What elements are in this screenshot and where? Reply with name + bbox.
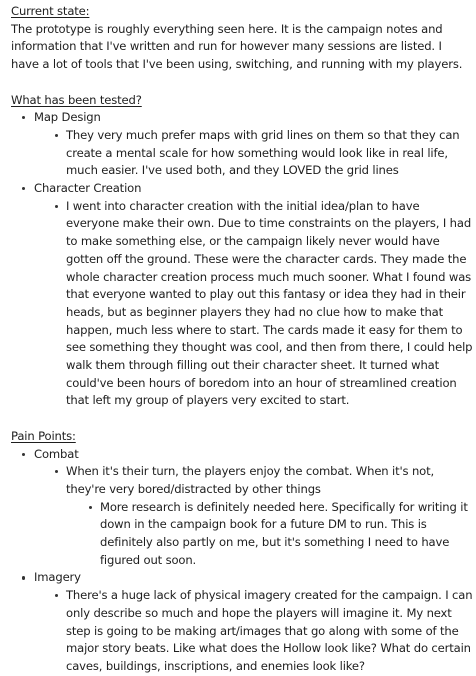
pain-points-heading: Pain Points: xyxy=(11,428,76,443)
section-spacer xyxy=(11,74,473,92)
section-spacer xyxy=(11,410,473,428)
combat-detail: When it's their turn, the players enjoy the combat. When it's not, they're very bored/distracted by other things xyxy=(66,464,435,496)
list-item-combat-sub-detail xyxy=(11,499,473,570)
pain-points-list xyxy=(11,446,473,676)
bullet-icon xyxy=(55,134,58,137)
bullet-icon xyxy=(55,205,58,208)
list-item-map-design xyxy=(11,109,473,127)
combat-label: Combat xyxy=(34,446,79,461)
current-state-paragraph: The prototype is roughly everything seen here. It is the campaign notes and information that I've written and run for however many sessions are listed. I have a lot of tools that I've been using, switching, and running with my players. xyxy=(11,21,463,72)
tested-list xyxy=(11,109,473,410)
list-item-map-design-detail xyxy=(11,127,473,180)
imagery-detail: There's a huge lack of physical imagery created for the campaign. I can only describe so much and hope the players will imagine it. My next step is going to be making art/images that go along with some of the major story beats. Like what does the Hollow look like? What do certain caves, buildings, inscriptions, and enemies look like? xyxy=(66,588,473,673)
list-item-character-creation-detail xyxy=(11,198,473,410)
map-design-label: Map Design xyxy=(34,110,101,125)
character-creation-detail: I went into character creation with the initial idea/plan to have everyone make their own. Due to time constraints on the players, I had to make something else, or the campaign likely never would have gotten off the ground. These were the character cards. They made the whole character creation process much much sooner. What I found was that everyone wanted to play out this fantasy or idea they had in their heads, but as beginner players they had no clue how to make that happen, much less where to start. The cards made it easy for them to see something they thought was cool, and then from there, I could help walk them through filling out their character sheet. It turned what could've been hours of boredom into an hour of streamlined creation that left my group of players very excited to start. xyxy=(66,198,473,408)
character-creation-label: Character Creation xyxy=(34,181,142,196)
bullet-icon xyxy=(22,187,25,190)
bullet-icon xyxy=(22,576,25,579)
list-item-character-creation xyxy=(11,180,473,198)
bullet-icon xyxy=(55,594,58,597)
combat-sub-detail: More research is definitely needed here. Specifically for writing it down in the campaign book for a future DM to run. This is definitely also partly on me, but it's something I need to have figured out soon. xyxy=(100,499,468,567)
tested-heading: What has been tested? xyxy=(11,92,142,107)
bullet-icon xyxy=(89,506,92,509)
current-state-heading: Current state: xyxy=(11,4,90,18)
bullet-icon xyxy=(55,470,58,473)
list-item-combat xyxy=(11,446,473,464)
document-body xyxy=(11,3,473,676)
list-item-combat-detail xyxy=(11,463,473,498)
list-item-imagery xyxy=(11,569,473,587)
list-item-imagery-detail xyxy=(11,587,473,676)
bullet-icon xyxy=(22,116,25,119)
bullet-icon xyxy=(22,453,25,456)
imagery-label: Imagery xyxy=(34,570,81,585)
map-design-detail: They very much prefer maps with grid lines on them so that they can create a mental scale for how something would look like in real life, much easier. I've used both, and they LOVED the grid lines xyxy=(66,127,460,178)
